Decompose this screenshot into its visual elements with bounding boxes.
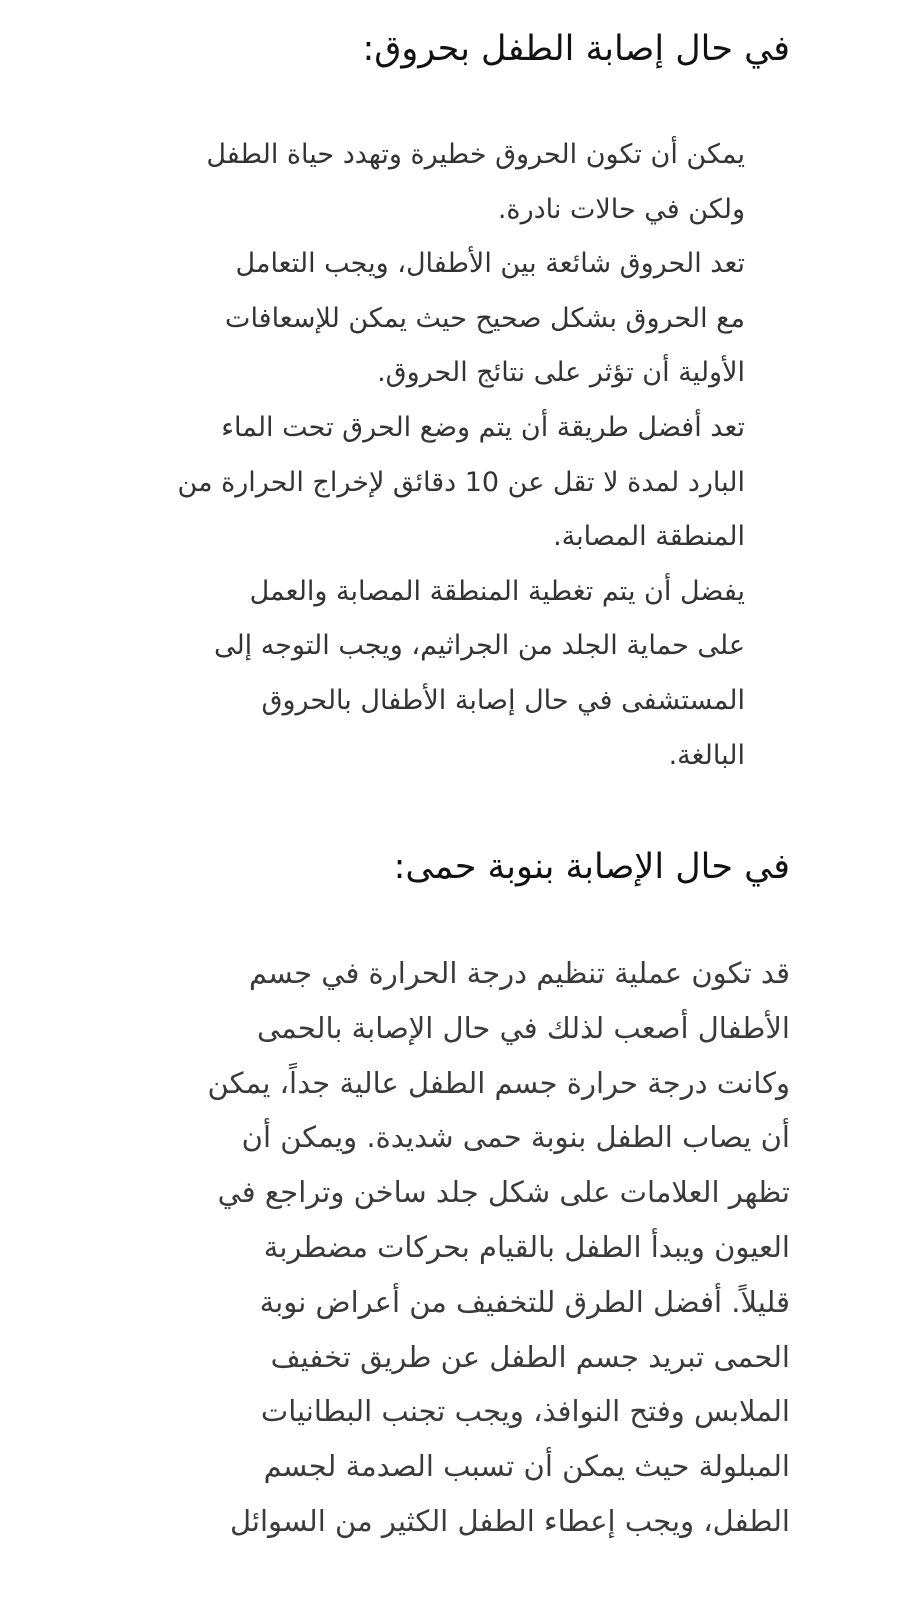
- paragraph-line: الحمى تبريد جسم الطفل عن طريق تخفيف: [270, 1339, 790, 1374]
- paragraph-line: قد تكون عملية تنظيم درجة الحرارة في جسم: [248, 956, 790, 990]
- paragraph-line: أن يصاب الطفل بنوبة حمى شديدة. ويمكن أن: [241, 1120, 790, 1155]
- paragraph-line: تعد أفضل طريقة أن يتم وضع الحرق تحت الماء: [221, 411, 745, 443]
- paragraph-line: البارد لمدة لا تقل عن 10 دقائق لإخراج الحرارة من: [177, 466, 745, 498]
- paragraph-line: الملابس وفتح النوافذ، ويجب تجنب البطانيات: [260, 1394, 790, 1429]
- paragraph-line: الطفل، ويجب إعطاء الطفل الكثير من السوائل: [229, 1503, 790, 1538]
- paragraph-line: المستشفى في حال إصابة الأطفال بالحروق: [261, 684, 745, 716]
- paragraph-line: البالغة.: [668, 739, 745, 771]
- paragraph-line: الأولية أن تؤثر على نتائج الحروق.: [377, 357, 745, 389]
- paragraph-line: وكانت درجة حرارة جسم الطفل عالية جداً، يمكن: [207, 1065, 790, 1100]
- section-heading-burns: في حال إصابة الطفل بحروق:: [362, 29, 790, 69]
- fever-paragraph: [70, 946, 790, 1549]
- paragraph-line: مع الحروق بشكل صحيح حيث يمكن للإسعافات: [225, 302, 745, 334]
- paragraph-line: تعد الحروق شائعة بين الأطفال، ويجب التعامل: [235, 248, 745, 280]
- paragraph-line: ولكن في حالات نادرة.: [497, 193, 745, 225]
- paragraph-line: المنطقة المصابة.: [553, 521, 745, 553]
- paragraph-line: على حماية الجلد من الجراثيم، ويجب التوجه إلى: [213, 630, 745, 662]
- section-heading-fever: في حال الإصابة بنوبة حمى:: [393, 847, 790, 887]
- paragraph-line: الأطفال أصعب لذلك في حال الإصابة بالحمى: [257, 1010, 790, 1045]
- paragraph-line: يمكن أن تكون الحروق خطيرة وتهدد حياة الطفل: [206, 139, 745, 170]
- paragraph-line: تظهر العلامات على شكل جلد ساخن وتراجع في: [217, 1175, 790, 1210]
- burns-paragraph: [95, 128, 745, 783]
- paragraph-line: قليلاً. أفضل الطرق للتخفيف من أعراض نوبة: [259, 1284, 790, 1319]
- paragraph-line: المبلولة حيث يمكن أن تسبب الصدمة لجسم: [263, 1449, 790, 1484]
- paragraph-line: العيون ويبدأ الطفل بالقيام بحركات مضطربة: [263, 1229, 790, 1264]
- paragraph-line: يفضل أن يتم تغطية المنطقة المصابة والعمل: [249, 575, 745, 607]
